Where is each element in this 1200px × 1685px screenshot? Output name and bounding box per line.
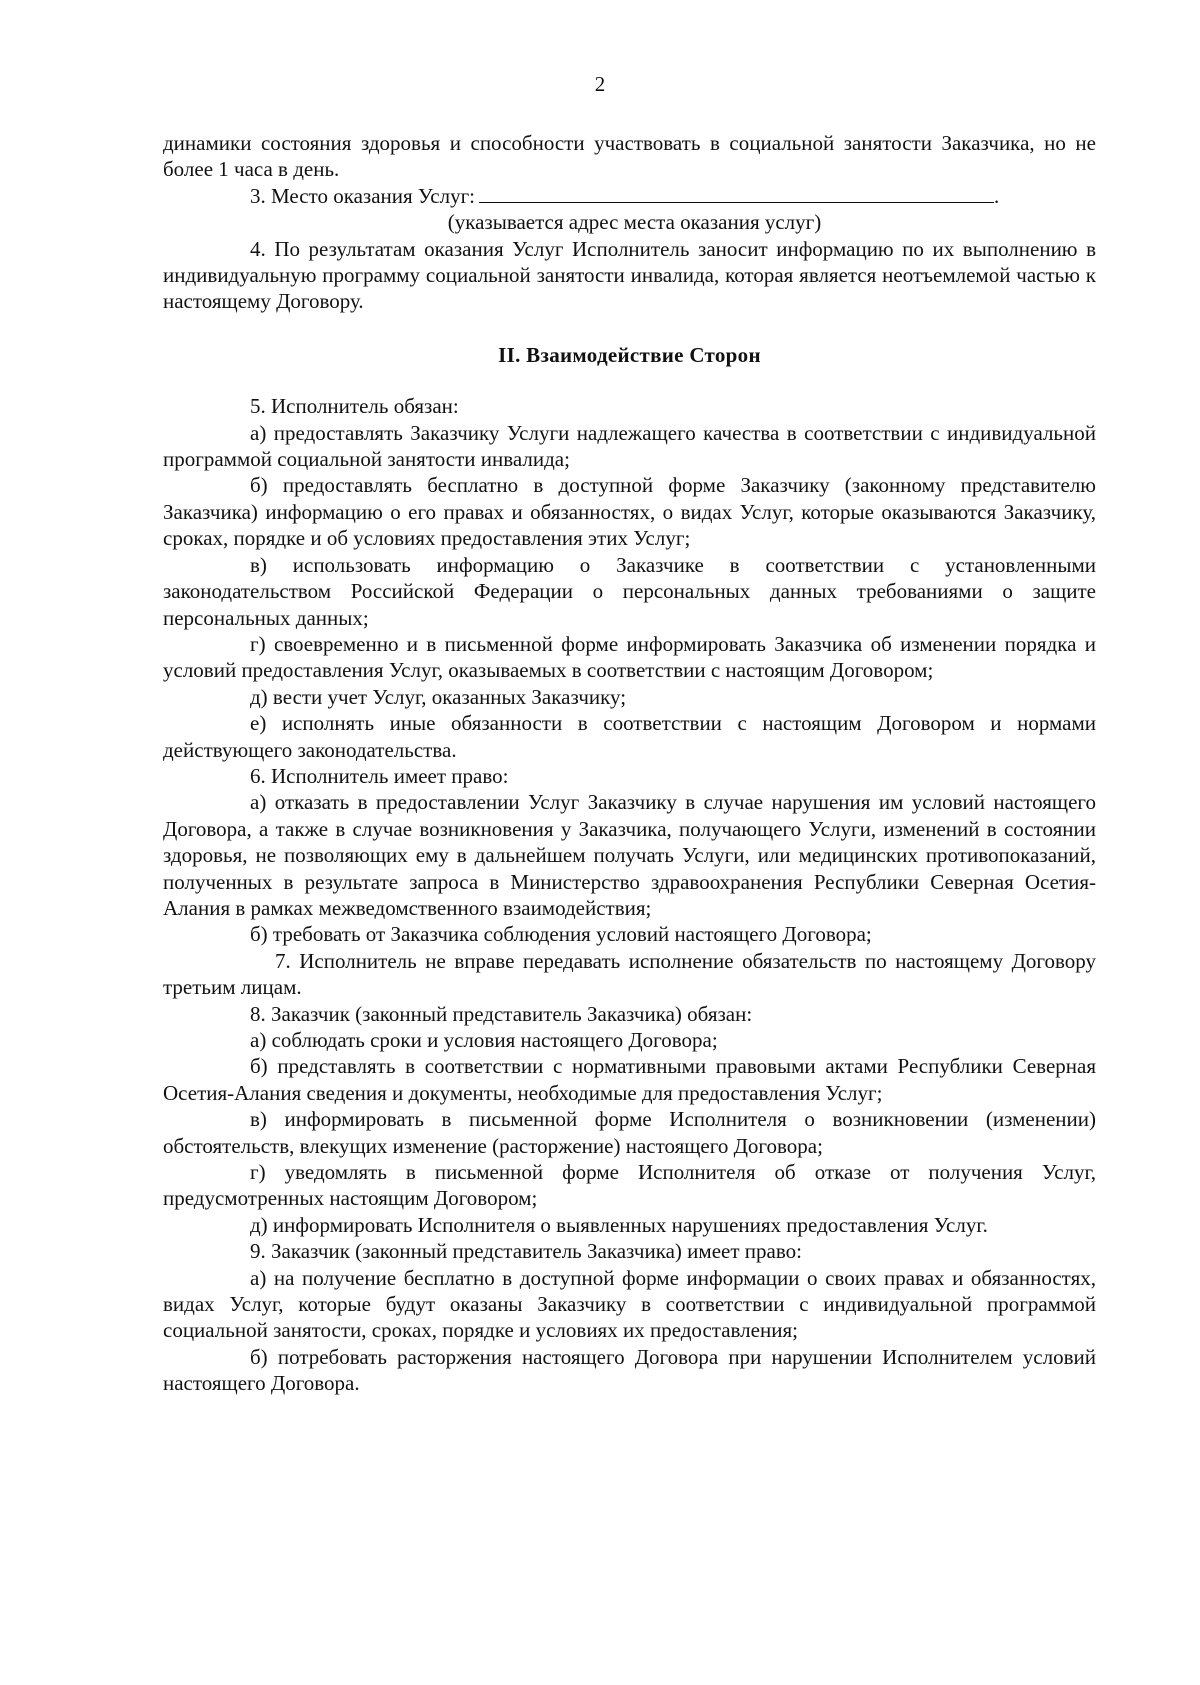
paragraph-3-service-location [163, 183, 1096, 209]
paragraph-6a: а) отказать в предоставлении Услуг Заказчику в случае нарушения им условий настоящего Договора, а также в случае возникновения у Заказчика, получающего Услуги, изменений в состоянии здоровья, не позволяющих ему в дальнейшем получать Услуги, или медицинских противопоказаний, полученных в результате запроса в Министерство здравоохранения Республики Северная Осетия-Алания в рамках межведомственного взаимодействия; [163, 790, 1096, 920]
paragraph-8v: в) информировать в письменной форме Исполнителя о возникновении (изменении) обстоятельств, влекущих изменение (расторжение) настоящего Договора; [163, 1107, 1096, 1158]
service-location-end: . [994, 183, 1000, 208]
paragraph-5b: б) предоставлять бесплатно в доступной форме Заказчику (законному представителю Заказчика) информацию о его правах и обязанностях, о видах Услуг, которые оказываются Заказчику, сроках, порядке и об условиях предоставления этих Услуг; [163, 473, 1096, 551]
paragraph-4: 4. По результатам оказания Услуг Исполнитель заносит информацию по их выполнению в индивидуальную программу социальной занятости инвалида, которая является неотъемлемой частью к настоящему Договору. [163, 236, 1096, 314]
paragraph-5v: в) использовать информацию о Заказчике в соответствии с установленными законодательством Российской Федерации о персональных данных требованиями о защите персональных данных; [163, 552, 1096, 630]
paragraph-5: 5. Исполнитель обязан: [250, 394, 459, 419]
paragraph-6: 6. Исполнитель имеет право: [250, 763, 509, 788]
paragraph-8b: б) представлять в соответствии с нормативными правовыми актами Республики Северная Осетия-Алания сведения и документы, необходимые для предоставления Услуг; [163, 1054, 1096, 1105]
page-number: 2 [594, 72, 606, 96]
service-location-caption: (указывается адрес места оказания услуг) [447, 210, 822, 235]
paragraph-8g: г) уведомлять в письменной форме Исполнителя об отказе от получения Услуг, предусмотренных настоящим Договором; [163, 1160, 1096, 1211]
paragraph-8: 8. Заказчик (законный представитель Заказчика) обязан: [250, 1001, 753, 1026]
paragraph-8d: д) информировать Исполнителя о выявленных нарушениях предоставления Услуг. [250, 1212, 988, 1237]
paragraph-9b: б) потребовать расторжения настоящего Договора при нарушении Исполнителем условий настоящего Договора. [163, 1344, 1096, 1396]
paragraph-5a: а) предоставлять Заказчику Услуги надлежащего качества в соответствии с индивидуальной программой социальной занятости инвалида; [163, 420, 1096, 472]
paragraph-9: 9. Заказчик (законный представитель Заказчика) имеет право: [250, 1239, 802, 1264]
paragraph-7: 7. Исполнитель не вправе передавать исполнение обязательств по настоящему Договору третьим лицам. [163, 948, 1096, 1000]
paragraph-continuation: динамики состояния здоровья и способности участвовать в социальной занятости Заказчика, но не более 1 часа в день. [163, 131, 1096, 182]
service-location-label: 3. Место оказания Услуг: [250, 183, 476, 208]
document-body [163, 130, 1096, 1397]
paragraph-6b: б) требовать от Заказчика соблюдения условий настоящего Договора; [250, 922, 872, 947]
service-location-blank-line [479, 184, 994, 203]
paragraph-5e: е) исполнять иные обязанности в соответствии с настоящим Договором и нормами действующего законодательства. [163, 711, 1096, 762]
section-heading: II. Взаимодействие Сторон [498, 342, 761, 367]
paragraph-5d: д) вести учет Услуг, оказанных Заказчику; [250, 684, 627, 709]
paragraph-9a: а) на получение бесплатно в доступной форме информации о своих правах и обязанностях, видах Услуг, которые будут оказаны Заказчику в соответствии с индивидуальной программой социальной занятости, сроках, порядке и условиях их предоставления; [163, 1265, 1096, 1343]
paragraph-8a: а) соблюдать сроки и условия настоящего Договора; [250, 1028, 718, 1052]
paragraph-5g: г) своевременно и в письменной форме информировать Заказчика об изменении порядка и условий предоставления Услуг, оказываемых в соответствии с настоящим Договором; [163, 631, 1096, 683]
